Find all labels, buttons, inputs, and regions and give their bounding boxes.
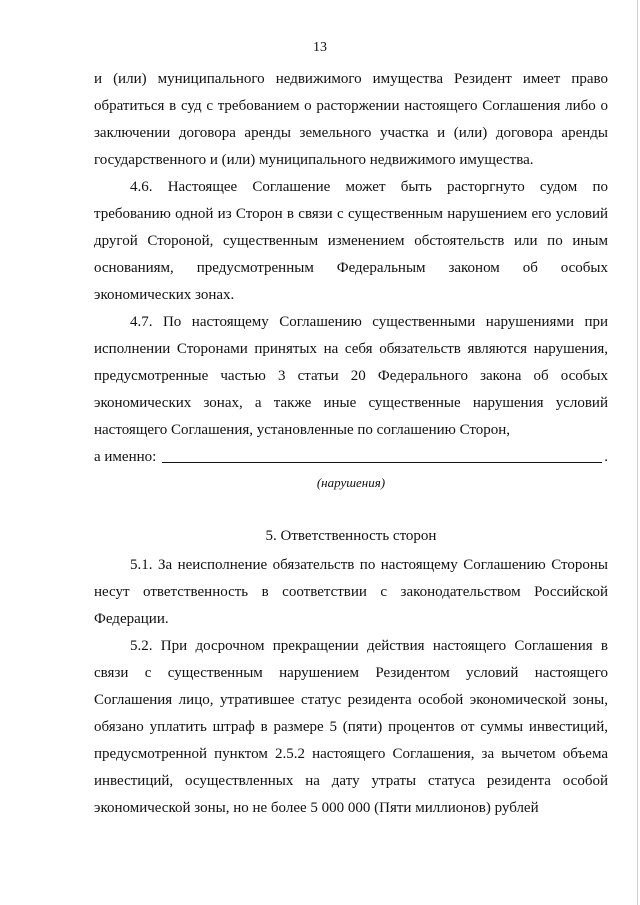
fill-line-prefix: а именно: <box>94 449 157 465</box>
page-number: 13 <box>313 40 327 55</box>
fill-line-suffix: . <box>604 449 608 465</box>
paragraph-5-1: 5.1. За неисполнение обязательств по настоящему Соглашению Стороны несут ответственность в соответствии с законодательством Российской Федерации. <box>94 557 608 627</box>
blank-underline <box>162 444 602 463</box>
page-edge <box>637 0 638 905</box>
paragraph-4-6: 4.6. Настоящее Соглашение может быть расторгнуто судом по требованию одной из Сторон в связи с существенным нарушением его условий другой Стороной, существенным изменением обстоятельств или по иным основаниям, предусмотренным Федеральным законом об особых экономических зонах. <box>94 179 608 303</box>
paragraph-4-7: 4.7. По настоящему Соглашению существенными нарушениями при исполнении Сторонами принятых на себя обязательств являются нарушения, предусмотренные частью 3 статьи 20 Федерального закона об особых экономических зонах, а также иные существенные нарушения условий настоящего Соглашения, установленные по соглашению Сторон, <box>94 314 608 438</box>
document-body <box>94 66 608 822</box>
paragraph-5-2: 5.2. При досрочном прекращении действия настоящего Соглашения в связи с существенным нарушением Резидентом условий настоящего Соглашения лицо, утратившее статус резидента особой экономической зоны, обязано уплатить штраф в размере 5 (пяти) процентов от суммы инвестиций, предусмотренной пунктом 2.5.2 настоящего Соглашения, за вычетом объема инвестиций, осуществленных на дату утраты статуса резидента особой экономической зоны, но не более 5 000 000 (Пяти миллионов) рублей <box>94 638 608 816</box>
paragraph-continuation: и (или) муниципального недвижимого имущества Резидент имеет право обратиться в суд с требованием о расторжении настоящего Соглашения либо о заключении договора аренды земельного участка и (или) договора аренды государственного и (или) муниципального недвижимого имущества. <box>94 71 608 168</box>
violations-fill-line <box>94 444 608 471</box>
fill-line-caption: (нарушения) <box>316 475 386 490</box>
section-5-heading: 5. Ответственность сторон <box>265 528 437 544</box>
